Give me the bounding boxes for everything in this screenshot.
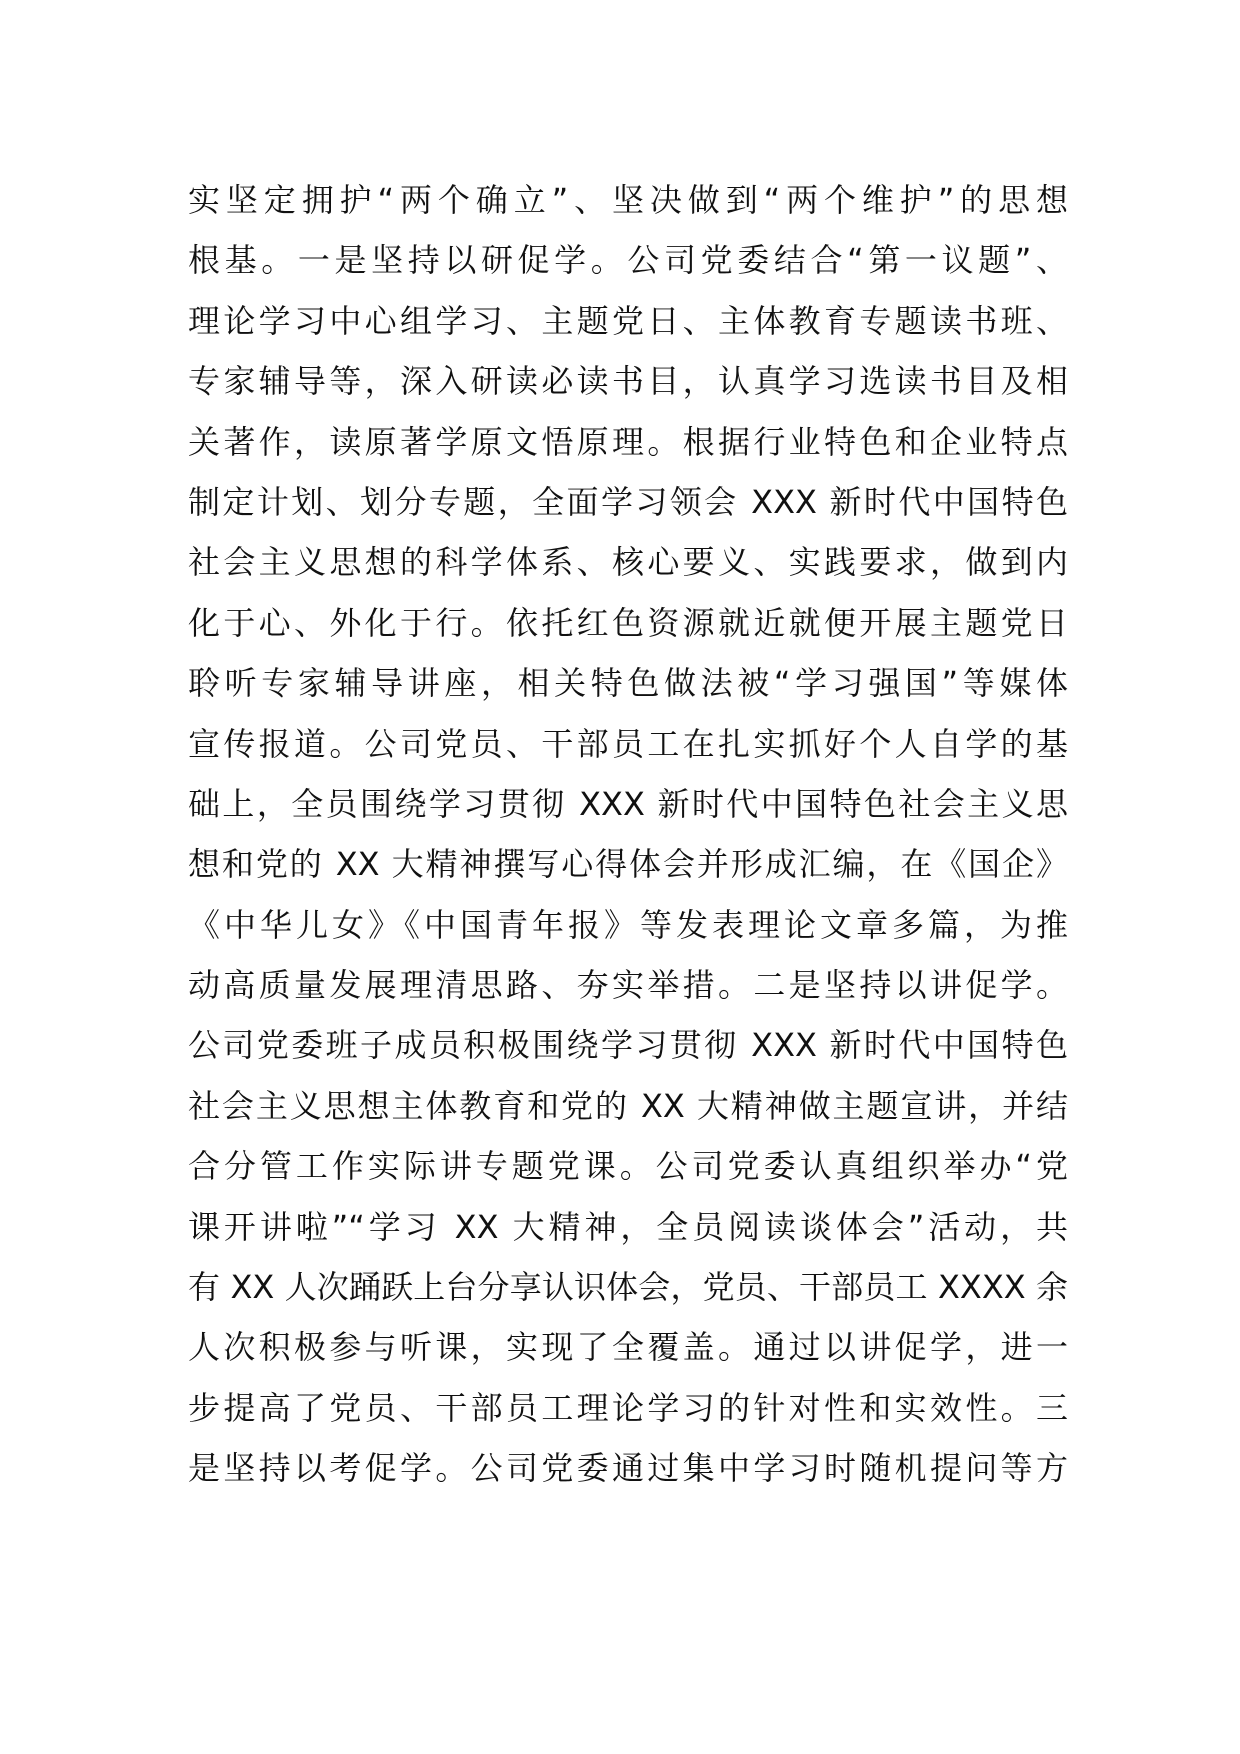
text-line: 制定计划、划分专题，全面学习领会 XXX 新时代中国特色 bbox=[188, 482, 1068, 521]
text-line: 专家辅导等，深入研读必读书目，认真学习选读书目及相 bbox=[188, 362, 1068, 401]
text-line: 关著作，读原著学原文悟原理。根据行业特色和企业特点 bbox=[188, 422, 1068, 461]
text-line: 有 XX 人次踊跃上台分享认识体会，党员、干部员工 XXXX 余 bbox=[188, 1268, 1068, 1307]
text-line: 人次积极参与听课，实现了全覆盖。通过以讲促学，进一 bbox=[188, 1328, 1068, 1367]
text-line: 实坚定拥护“两个确立”、坚决做到“两个维护”的思想 bbox=[188, 181, 1068, 219]
text-line: 宣传报道。公司党员、干部员工在扎实抓好个人自学的基 bbox=[188, 724, 1068, 763]
text-line: 步提高了党员、干部员工理论学习的针对性和实效性。三 bbox=[188, 1388, 1068, 1427]
text-line: 根基。一是坚持以研促学。公司党委结合“第一议题”、 bbox=[188, 241, 1068, 280]
text-line: 《中华儿女》《中国青年报》等发表理论文章多篇，为推 bbox=[188, 905, 1068, 944]
text-line: 公司党委班子成员积极围绕学习贯彻 XXX 新时代中国特色 bbox=[188, 1026, 1068, 1065]
text-line: 合分管工作实际讲专题党课。公司党委认真组织举办“党 bbox=[188, 1147, 1068, 1186]
text-line: 化于心、外化于行。依托红色资源就近就便开展主题党日 bbox=[188, 603, 1068, 642]
text-line: 课开讲啦”“学习 XX 大精神，全员阅读谈体会”活动，共 bbox=[188, 1207, 1068, 1246]
text-line: 理论学习中心组学习、主题党日、主体教育专题读书班、 bbox=[188, 301, 1068, 340]
text-line: 是坚持以考促学。公司党委通过集中学习时随机提问等方 bbox=[188, 1449, 1068, 1488]
text-line: 社会主义思想主体教育和党的 XX 大精神做主题宣讲，并结 bbox=[188, 1086, 1068, 1125]
body-paragraph bbox=[188, 170, 1068, 1499]
text-line: 聆听专家辅导讲座，相关特色做法被“学习强国”等媒体 bbox=[188, 664, 1068, 703]
text-line: 动高质量发展理清思路、夯实举措。二是坚持以讲促学。 bbox=[188, 966, 1068, 1005]
text-line: 础上，全员围绕学习贯彻 XXX 新时代中国特色社会主义思 bbox=[188, 784, 1068, 823]
text-line: 社会主义思想的科学体系、核心要义、实践要求，做到内 bbox=[188, 543, 1068, 582]
text-line: 想和党的 XX 大精神撰写心得体会并形成汇编，在《国企》 bbox=[188, 845, 1068, 884]
